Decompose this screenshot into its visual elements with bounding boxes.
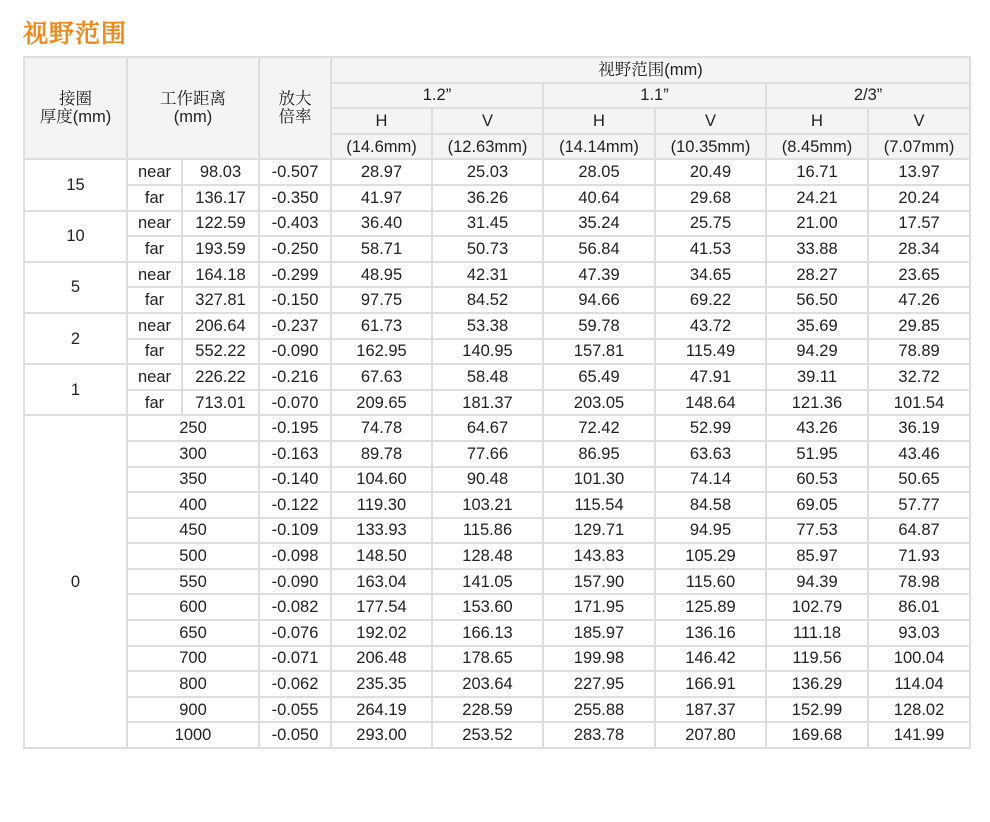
magnification-cell: -0.082 — [259, 594, 331, 620]
fov-value-cell: 125.89 — [655, 594, 766, 620]
fov-value-cell: 203.64 — [432, 671, 543, 697]
fov-value-cell: 63.63 — [655, 441, 766, 467]
fov-value-cell: 58.71 — [331, 236, 432, 262]
table-row — [24, 697, 970, 723]
distance-cell: 550 — [127, 569, 259, 595]
fov-value-cell: 31.45 — [432, 211, 543, 237]
fov-value-cell: 152.99 — [766, 697, 868, 723]
fov-value-cell: 43.72 — [655, 313, 766, 339]
fov-value-cell: 21.00 — [766, 211, 868, 237]
fov-value-cell: 67.63 — [331, 364, 432, 390]
fov-value-cell: 227.95 — [543, 671, 655, 697]
fov-value-cell: 78.89 — [868, 339, 970, 365]
fov-value-cell: 13.97 — [868, 159, 970, 185]
distance-type-cell: far — [127, 287, 182, 313]
fov-value-cell: 41.53 — [655, 236, 766, 262]
magnification-cell: -0.403 — [259, 211, 331, 237]
fov-value-cell: 157.81 — [543, 339, 655, 365]
table-row — [24, 594, 970, 620]
fov-value-cell: 187.37 — [655, 697, 766, 723]
fov-value-cell: 192.02 — [331, 620, 432, 646]
fov-value-cell: 103.21 — [432, 492, 543, 518]
magnification-cell: -0.299 — [259, 262, 331, 288]
fov-value-cell: 177.54 — [331, 594, 432, 620]
table-row — [24, 671, 970, 697]
table-row — [24, 262, 970, 288]
fov-value-cell: 104.60 — [331, 467, 432, 493]
distance-cell: 400 — [127, 492, 259, 518]
distance-cell: 650 — [127, 620, 259, 646]
table-row — [24, 492, 970, 518]
fov-value-cell: 35.69 — [766, 313, 868, 339]
distance-cell: 136.17 — [182, 185, 259, 211]
fov-value-cell: 77.66 — [432, 441, 543, 467]
distance-cell: 713.01 — [182, 390, 259, 416]
fov-value-cell: 89.78 — [331, 441, 432, 467]
header-sensor-1: 1.2” — [331, 83, 543, 109]
magnification-cell: -0.140 — [259, 467, 331, 493]
fov-value-cell: 52.99 — [655, 415, 766, 441]
magnification-cell: -0.350 — [259, 185, 331, 211]
distance-cell: 327.81 — [182, 287, 259, 313]
magnification-cell: -0.163 — [259, 441, 331, 467]
fov-value-cell: 20.24 — [868, 185, 970, 211]
table-row — [24, 390, 970, 416]
distance-cell: 450 — [127, 518, 259, 544]
fov-value-cell: 64.87 — [868, 518, 970, 544]
fov-value-cell: 141.99 — [868, 722, 970, 748]
table-row — [24, 620, 970, 646]
header-v-size: (10.35mm) — [655, 134, 766, 160]
fov-value-cell: 85.97 — [766, 543, 868, 569]
table-row — [24, 518, 970, 544]
magnification-cell: -0.216 — [259, 364, 331, 390]
magnification-cell: -0.122 — [259, 492, 331, 518]
distance-cell: 350 — [127, 467, 259, 493]
fov-value-cell: 47.26 — [868, 287, 970, 313]
fov-value-cell: 207.80 — [655, 722, 766, 748]
fov-value-cell: 148.64 — [655, 390, 766, 416]
distance-cell: 122.59 — [182, 211, 259, 237]
header-h-size: (14.6mm) — [331, 134, 432, 160]
fov-value-cell: 102.79 — [766, 594, 868, 620]
table-row — [24, 313, 970, 339]
header-h-label: H — [766, 108, 868, 134]
fov-value-cell: 94.66 — [543, 287, 655, 313]
fov-value-cell: 17.57 — [868, 211, 970, 237]
distance-cell: 900 — [127, 697, 259, 723]
fov-value-cell: 235.35 — [331, 671, 432, 697]
fov-value-cell: 33.88 — [766, 236, 868, 262]
header-h-size: (14.14mm) — [543, 134, 655, 160]
fov-value-cell: 133.93 — [331, 518, 432, 544]
fov-value-cell: 166.13 — [432, 620, 543, 646]
distance-cell: 1000 — [127, 722, 259, 748]
fov-value-cell: 16.71 — [766, 159, 868, 185]
magnification-cell: -0.507 — [259, 159, 331, 185]
header-mag-line1: 放大 — [278, 90, 312, 109]
fov-value-cell: 140.95 — [432, 339, 543, 365]
magnification-cell: -0.098 — [259, 543, 331, 569]
fov-value-cell: 20.49 — [655, 159, 766, 185]
fov-value-cell: 228.59 — [432, 697, 543, 723]
fov-value-cell: 94.29 — [766, 339, 868, 365]
distance-cell: 164.18 — [182, 262, 259, 288]
table-body — [24, 159, 970, 748]
header-thickness-line2: 厚度(mm) — [39, 108, 112, 127]
fov-value-cell: 119.56 — [766, 646, 868, 672]
fov-value-cell: 32.72 — [868, 364, 970, 390]
distance-cell: 206.64 — [182, 313, 259, 339]
fov-value-cell: 72.42 — [543, 415, 655, 441]
header-distance-line2: (mm) — [173, 108, 213, 127]
fov-value-cell: 29.68 — [655, 185, 766, 211]
distance-type-cell: far — [127, 185, 182, 211]
table-row — [24, 287, 970, 313]
table-row — [24, 569, 970, 595]
page-title: 视野范围 — [23, 19, 128, 48]
fov-value-cell: 143.83 — [543, 543, 655, 569]
header-h-label: H — [331, 108, 432, 134]
magnification-cell: -0.050 — [259, 722, 331, 748]
header-v-label: V — [655, 108, 766, 134]
fov-value-cell: 119.30 — [331, 492, 432, 518]
fov-value-cell: 94.39 — [766, 569, 868, 595]
header-v-label: V — [868, 108, 970, 134]
fov-value-cell: 47.39 — [543, 262, 655, 288]
distance-cell: 98.03 — [182, 159, 259, 185]
fov-value-cell: 128.02 — [868, 697, 970, 723]
table-row — [24, 722, 970, 748]
fov-value-cell: 65.49 — [543, 364, 655, 390]
fov-value-cell: 64.67 — [432, 415, 543, 441]
fov-value-cell: 34.65 — [655, 262, 766, 288]
distance-type-cell: near — [127, 313, 182, 339]
fov-value-cell: 69.05 — [766, 492, 868, 518]
fov-value-cell: 41.97 — [331, 185, 432, 211]
thickness-cell: 10 — [24, 211, 127, 262]
fov-value-cell: 25.75 — [655, 211, 766, 237]
fov-value-cell: 181.37 — [432, 390, 543, 416]
table-row — [24, 185, 970, 211]
fov-value-cell: 105.29 — [655, 543, 766, 569]
distance-type-cell: near — [127, 364, 182, 390]
header-h-size: (8.45mm) — [766, 134, 868, 160]
fov-value-cell: 61.73 — [331, 313, 432, 339]
magnification-cell: -0.090 — [259, 339, 331, 365]
table-row — [24, 543, 970, 569]
distance-cell: 226.22 — [182, 364, 259, 390]
distance-type-cell: near — [127, 211, 182, 237]
thickness-cell: 0 — [24, 415, 127, 748]
distance-type-cell: far — [127, 339, 182, 365]
fov-value-cell: 163.04 — [331, 569, 432, 595]
magnification-cell: -0.055 — [259, 697, 331, 723]
fov-value-cell: 69.22 — [655, 287, 766, 313]
fov-value-cell: 93.03 — [868, 620, 970, 646]
header-v-size: (12.63mm) — [432, 134, 543, 160]
fov-value-cell: 50.73 — [432, 236, 543, 262]
fov-value-cell: 255.88 — [543, 697, 655, 723]
header-distance-line1: 工作距离 — [160, 90, 226, 109]
distance-type-cell: near — [127, 262, 182, 288]
fov-value-cell: 78.98 — [868, 569, 970, 595]
fov-value-cell: 84.58 — [655, 492, 766, 518]
fov-value-cell: 40.64 — [543, 185, 655, 211]
fov-value-cell: 86.01 — [868, 594, 970, 620]
magnification-cell: -0.062 — [259, 671, 331, 697]
header-thickness — [24, 57, 127, 159]
fov-value-cell: 146.42 — [655, 646, 766, 672]
magnification-cell: -0.195 — [259, 415, 331, 441]
table-row — [24, 159, 970, 185]
magnification-cell: -0.150 — [259, 287, 331, 313]
table-row — [24, 415, 970, 441]
fov-value-cell: 71.93 — [868, 543, 970, 569]
fov-value-cell: 77.53 — [766, 518, 868, 544]
header-v-size: (7.07mm) — [868, 134, 970, 160]
distance-cell: 500 — [127, 543, 259, 569]
magnification-cell: -0.109 — [259, 518, 331, 544]
fov-value-cell: 28.97 — [331, 159, 432, 185]
fov-value-cell: 56.50 — [766, 287, 868, 313]
fov-value-cell: 115.86 — [432, 518, 543, 544]
header-distance — [127, 57, 259, 159]
fov-value-cell: 29.85 — [868, 313, 970, 339]
fov-value-cell: 203.05 — [543, 390, 655, 416]
fov-value-cell: 94.95 — [655, 518, 766, 544]
fov-value-cell: 115.54 — [543, 492, 655, 518]
fov-value-cell: 53.38 — [432, 313, 543, 339]
fov-value-cell: 42.31 — [432, 262, 543, 288]
fov-value-cell: 115.49 — [655, 339, 766, 365]
fov-value-cell: 141.05 — [432, 569, 543, 595]
fov-value-cell: 283.78 — [543, 722, 655, 748]
header-sensor-2: 1.1” — [543, 83, 766, 109]
distance-cell: 600 — [127, 594, 259, 620]
fov-value-cell: 47.91 — [655, 364, 766, 390]
magnification-cell: -0.237 — [259, 313, 331, 339]
fov-value-cell: 28.05 — [543, 159, 655, 185]
fov-value-cell: 206.48 — [331, 646, 432, 672]
magnification-cell: -0.090 — [259, 569, 331, 595]
fov-value-cell: 121.36 — [766, 390, 868, 416]
magnification-cell: -0.250 — [259, 236, 331, 262]
fov-value-cell: 74.78 — [331, 415, 432, 441]
thickness-cell: 5 — [24, 262, 127, 313]
fov-value-cell: 58.48 — [432, 364, 543, 390]
fov-value-cell: 60.53 — [766, 467, 868, 493]
fov-value-cell: 90.48 — [432, 467, 543, 493]
fov-value-cell: 153.60 — [432, 594, 543, 620]
fov-value-cell: 59.78 — [543, 313, 655, 339]
fov-value-cell: 128.48 — [432, 543, 543, 569]
fov-value-cell: 24.21 — [766, 185, 868, 211]
header-v-label: V — [432, 108, 543, 134]
magnification-cell: -0.070 — [259, 390, 331, 416]
fov-value-cell: 171.95 — [543, 594, 655, 620]
thickness-cell: 15 — [24, 159, 127, 210]
fov-value-cell: 43.26 — [766, 415, 868, 441]
distance-cell: 193.59 — [182, 236, 259, 262]
table-row — [24, 211, 970, 237]
fov-value-cell: 136.16 — [655, 620, 766, 646]
header-h-label: H — [543, 108, 655, 134]
table-row — [24, 467, 970, 493]
fov-value-cell: 57.77 — [868, 492, 970, 518]
table-header — [24, 57, 970, 159]
table-row — [24, 339, 970, 365]
fov-value-cell: 36.26 — [432, 185, 543, 211]
fov-value-cell: 100.04 — [868, 646, 970, 672]
header-mag-line2: 倍率 — [278, 108, 312, 127]
distance-cell: 700 — [127, 646, 259, 672]
table-row — [24, 441, 970, 467]
distance-cell: 800 — [127, 671, 259, 697]
thickness-cell: 2 — [24, 313, 127, 364]
thickness-cell: 1 — [24, 364, 127, 415]
magnification-cell: -0.071 — [259, 646, 331, 672]
fov-value-cell: 86.95 — [543, 441, 655, 467]
table-row — [24, 646, 970, 672]
header-magnification — [259, 57, 331, 159]
fov-value-cell: 74.14 — [655, 467, 766, 493]
fov-value-cell: 50.65 — [868, 467, 970, 493]
fov-value-cell: 169.68 — [766, 722, 868, 748]
fov-value-cell: 129.71 — [543, 518, 655, 544]
distance-type-cell: far — [127, 236, 182, 262]
fov-value-cell: 97.75 — [331, 287, 432, 313]
fov-value-cell: 25.03 — [432, 159, 543, 185]
fov-value-cell: 185.97 — [543, 620, 655, 646]
fov-value-cell: 48.95 — [331, 262, 432, 288]
fov-value-cell: 36.40 — [331, 211, 432, 237]
header-thickness-line1: 接圈 — [59, 90, 92, 109]
fov-value-cell: 209.65 — [331, 390, 432, 416]
distance-cell: 300 — [127, 441, 259, 467]
fov-value-cell: 28.27 — [766, 262, 868, 288]
magnification-cell: -0.076 — [259, 620, 331, 646]
fov-value-cell: 178.65 — [432, 646, 543, 672]
fov-value-cell: 162.95 — [331, 339, 432, 365]
fov-value-cell: 136.29 — [766, 671, 868, 697]
table-row — [24, 364, 970, 390]
header-fov: 视野范围(mm) — [331, 57, 970, 83]
fov-value-cell: 264.19 — [331, 697, 432, 723]
fov-value-cell: 253.52 — [432, 722, 543, 748]
table-row — [24, 236, 970, 262]
fov-value-cell: 51.95 — [766, 441, 868, 467]
fov-value-cell: 157.90 — [543, 569, 655, 595]
fov-value-cell: 56.84 — [543, 236, 655, 262]
fov-value-cell: 114.04 — [868, 671, 970, 697]
fov-value-cell: 115.60 — [655, 569, 766, 595]
fov-value-cell: 199.98 — [543, 646, 655, 672]
fov-value-cell: 43.46 — [868, 441, 970, 467]
header-sensor-3: 2/3” — [766, 83, 970, 109]
fov-value-cell: 111.18 — [766, 620, 868, 646]
distance-cell: 250 — [127, 415, 259, 441]
fov-value-cell: 36.19 — [868, 415, 970, 441]
fov-table — [23, 56, 971, 749]
fov-value-cell: 101.30 — [543, 467, 655, 493]
fov-value-cell: 39.11 — [766, 364, 868, 390]
distance-type-cell: far — [127, 390, 182, 416]
fov-value-cell: 23.65 — [868, 262, 970, 288]
fov-value-cell: 84.52 — [432, 287, 543, 313]
fov-value-cell: 101.54 — [868, 390, 970, 416]
fov-value-cell: 28.34 — [868, 236, 970, 262]
fov-value-cell: 293.00 — [331, 722, 432, 748]
fov-value-cell: 166.91 — [655, 671, 766, 697]
distance-type-cell: near — [127, 159, 182, 185]
fov-value-cell: 148.50 — [331, 543, 432, 569]
fov-value-cell: 35.24 — [543, 211, 655, 237]
distance-cell: 552.22 — [182, 339, 259, 365]
